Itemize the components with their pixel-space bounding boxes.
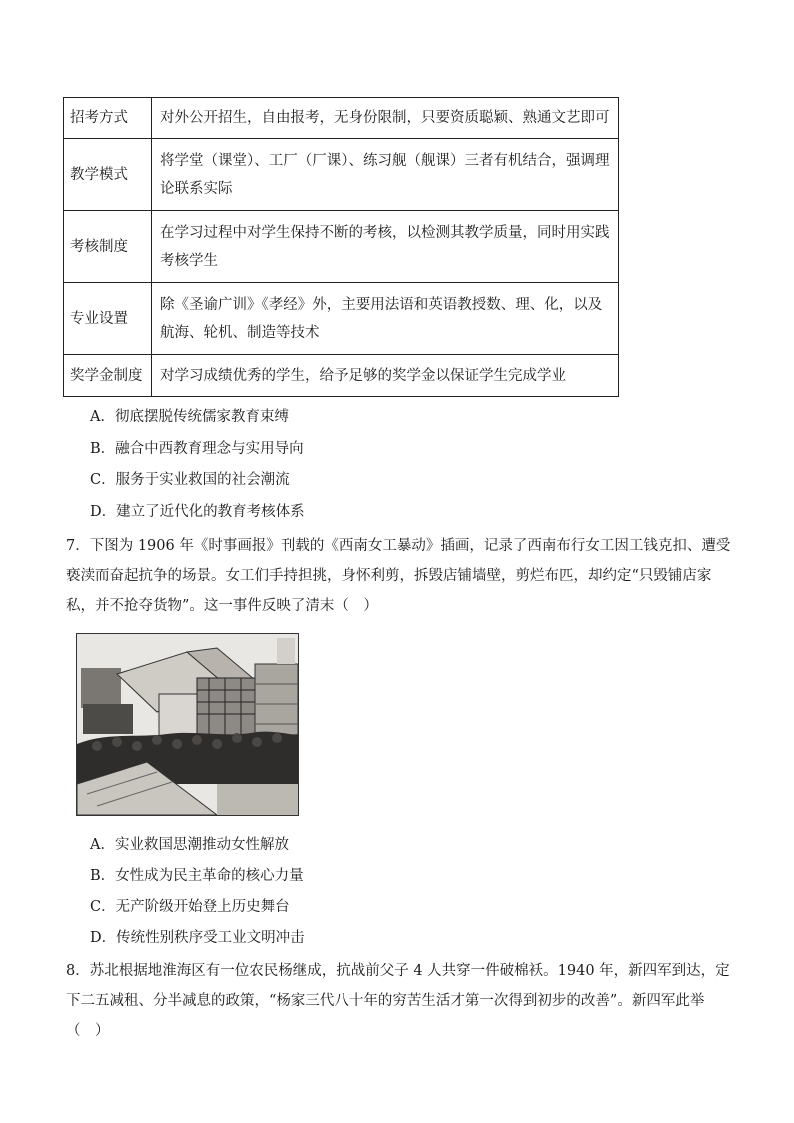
row-key: 奖学金制度 [64, 355, 152, 397]
q6-option-a: A．彻底摆脱传统儒家教育束缚 [90, 409, 289, 425]
table-row [64, 355, 619, 397]
row-key: 考核制度 [64, 211, 152, 283]
school-features-table [63, 97, 619, 397]
q6-option-b: B．融合中西教育理念与实用导向 [90, 441, 304, 457]
row-value: 将学堂（课堂）、工厂（厂课）、练习舰（舰课）三者有机结合，强调理论联系实际 [152, 139, 619, 211]
q7-option-a: A．实业救国思潮推动女性解放 [90, 837, 289, 853]
q7-stem: 7．下图为 1906 年《时事画报》刊载的《西南女工暴动》插画，记录了西南布行女工因工钱克扣、遭受亵渎而奋起抗争的场景。女工们手持担挑，身怀利剪，拆毁店铺墙壁，剪烂布匹，却约定“只毁铺店家私，并不抢夺货物”。这一事件反映了清末（ ） [66, 538, 731, 614]
q7-option-b: B．女性成为民主革命的核心力量 [90, 868, 304, 884]
q6-option-d: D．建立了近代化的教育考核体系 [90, 504, 305, 520]
q8-stem: 8．苏北根据地淮海区有一位农民杨继成，抗战前父子 4 人共穿一件破棉袄。1940 年，新四军到达，定下二五减租、分半减息的政策，“杨家三代八十年的穷苦生活才第一次得到初步的改善”。新四军此举（ ） [66, 963, 730, 1039]
q6-option-c: C．服务于实业救国的社会潮流 [90, 472, 290, 488]
row-value: 对学习成绩优秀的学生，给予足够的奖学金以保证学生完成学业 [152, 355, 619, 397]
row-key: 教学模式 [64, 139, 152, 211]
row-value: 对外公开招生，自由报考，无身份限制，只要资质聪颖、熟通文艺即可 [152, 98, 619, 139]
illustration-drawing [77, 634, 298, 815]
table-row [64, 211, 619, 283]
row-value: 除《圣谕广训》《孝经》外，主要用法语和英语教授数、理、化，以及航海、轮机、制造等技术 [152, 283, 619, 355]
row-value: 在学习过程中对学生保持不断的考核，以检测其教学质量，同时用实践考核学生 [152, 211, 619, 283]
row-key: 专业设置 [64, 283, 152, 355]
q7-option-d: D．传统性别秩序受工业文明冲击 [90, 930, 305, 946]
row-key: 招考方式 [64, 98, 152, 139]
table-row [64, 139, 619, 211]
q7-option-c: C．无产阶级开始登上历史舞台 [90, 899, 290, 915]
protest-illustration [76, 633, 299, 816]
table-row [64, 283, 619, 355]
table-row [64, 98, 619, 139]
